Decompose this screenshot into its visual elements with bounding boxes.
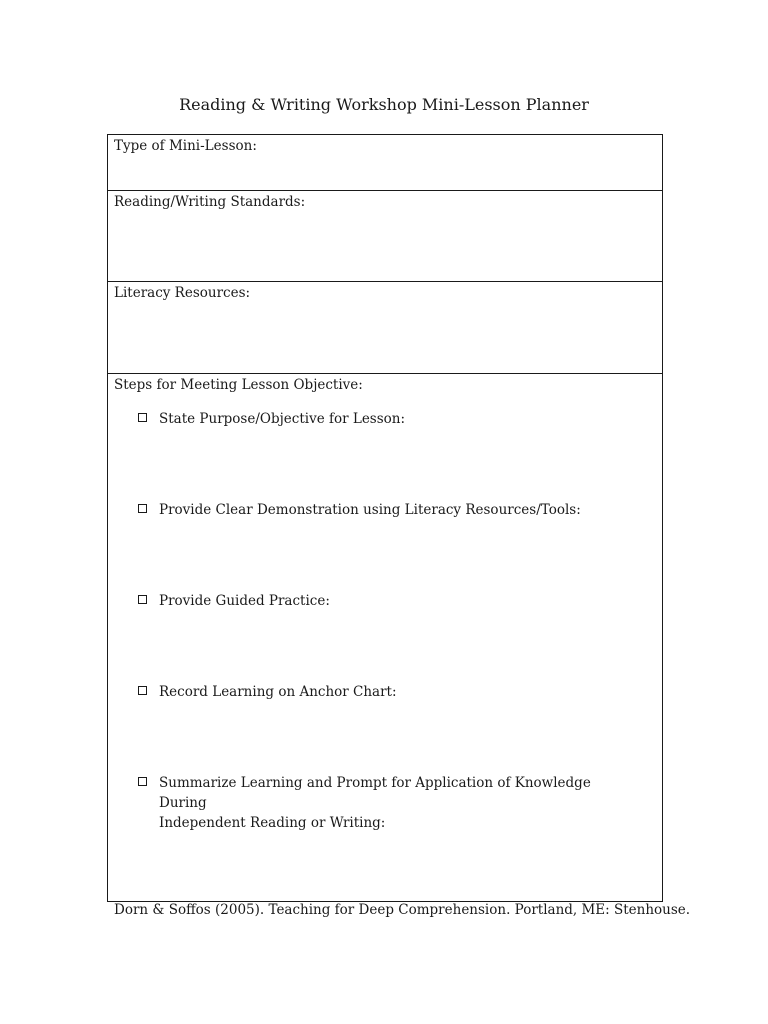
- page-title: Reading & Writing Workshop Mini-Lesson Planner: [179, 95, 589, 114]
- step-label: State Purpose/Objective for Lesson:: [159, 411, 406, 427]
- checkbox-icon[interactable]: [138, 777, 147, 786]
- mini-lesson-type-label: Type of Mini-Lesson:: [114, 138, 257, 154]
- step-item: [138, 682, 638, 702]
- step-item: [138, 773, 638, 833]
- planner-table: [107, 134, 663, 902]
- lesson-steps-label: Steps for Meeting Lesson Objective:: [114, 377, 363, 393]
- literacy-resources-field[interactable]: [108, 282, 662, 374]
- step-label: Provide Clear Demonstration using Literacy Resources/Tools:: [159, 502, 581, 518]
- checkbox-icon[interactable]: [138, 595, 147, 604]
- step-label: Summarize Learning and Prompt for Application of Knowledge During Independent Reading or Writing:: [159, 775, 591, 831]
- step-label: Provide Guided Practice:: [159, 593, 330, 609]
- standards-field[interactable]: [108, 191, 662, 282]
- checkbox-icon[interactable]: [138, 686, 147, 695]
- standards-label: Reading/Writing Standards:: [114, 194, 306, 210]
- step-item: [138, 500, 638, 520]
- step-label: Record Learning on Anchor Chart:: [159, 684, 397, 700]
- literacy-resources-label: Literacy Resources:: [114, 285, 251, 301]
- citation: Dorn & Soffos (2005). Teaching for Deep Comprehension. Portland, ME: Stenhouse.: [114, 902, 691, 918]
- checkbox-icon[interactable]: [138, 413, 147, 422]
- mini-lesson-type-field[interactable]: [108, 135, 662, 191]
- checkbox-icon[interactable]: [138, 504, 147, 513]
- lesson-steps-section: [108, 374, 662, 901]
- step-item: [138, 409, 638, 429]
- step-item: [138, 591, 638, 611]
